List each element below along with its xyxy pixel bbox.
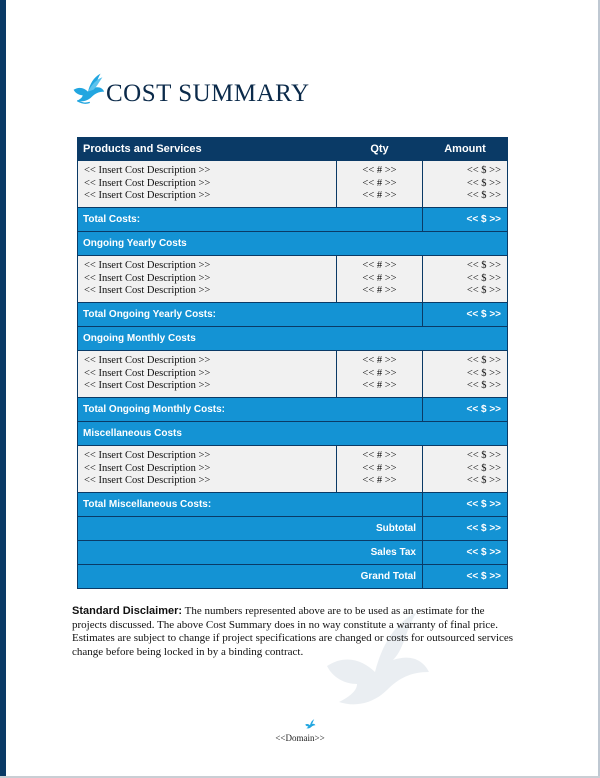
total-miscellaneous-amount: << $ >>	[423, 493, 508, 517]
amount-value: << $ >>	[466, 380, 501, 392]
qty-cell	[337, 161, 423, 208]
total-ongoing-monthly-row	[78, 398, 508, 422]
cost-items-row	[78, 446, 508, 493]
amount-value: << $ >>	[466, 355, 501, 367]
sales-tax-row	[78, 541, 508, 565]
subtotal-amount: << $ >>	[423, 517, 508, 541]
amount-cell	[423, 351, 508, 398]
qty-value: << # >>	[362, 285, 397, 297]
column-header-amount: Amount	[423, 138, 508, 161]
amount-value: << $ >>	[466, 450, 501, 462]
amount-value: << $ >>	[466, 475, 501, 487]
cost-items-row	[78, 351, 508, 398]
qty-value: << # >>	[362, 450, 397, 462]
total-ongoing-monthly-label: Total Ongoing Monthly Costs:	[78, 398, 423, 422]
total-costs-label: Total Costs:	[78, 208, 423, 232]
cost-description: << Insert Cost Description >>	[84, 272, 211, 284]
total-ongoing-yearly-label: Total Ongoing Yearly Costs:	[78, 303, 423, 327]
cost-description: << Insert Cost Description >>	[84, 367, 211, 379]
sales-tax-amount: << $ >>	[423, 541, 508, 565]
total-costs-amount: << $ >>	[423, 208, 508, 232]
disclaimer-body: The numbers represented above are to be used as an estimate for the projects discussed. The above Cost Summary does in no way constitute a warranty of final price. Estimates are subject to change if project specifications are changed or costs for outsourced services change before being locked in by a binding contract.	[72, 605, 514, 658]
cost-description: << Insert Cost Description >>	[84, 177, 211, 189]
amount-value: << $ >>	[466, 165, 501, 177]
qty-value: << # >>	[362, 190, 397, 202]
amount-cell	[423, 161, 508, 208]
page-title: COST SUMMARY	[106, 80, 310, 107]
column-header-qty: Qty	[337, 138, 423, 161]
description-cell	[78, 161, 337, 208]
column-header-products: Products and Services	[78, 138, 337, 161]
ongoing-monthly-heading-row	[78, 327, 508, 351]
ongoing-yearly-heading: Ongoing Yearly Costs	[78, 232, 508, 256]
cost-description: << Insert Cost Description >>	[84, 165, 211, 177]
total-miscellaneous-row	[78, 493, 508, 517]
qty-value: << # >>	[362, 367, 397, 379]
miscellaneous-heading: Miscellaneous Costs	[78, 422, 508, 446]
total-ongoing-yearly-row	[78, 303, 508, 327]
grand-total-row	[78, 565, 508, 589]
cost-description: << Insert Cost Description >>	[84, 190, 211, 202]
description-cell	[78, 351, 337, 398]
qty-value: << # >>	[362, 355, 397, 367]
cost-description: << Insert Cost Description >>	[84, 285, 211, 297]
disclaimer-heading: Standard Disclaimer:	[72, 605, 183, 617]
miscellaneous-heading-row	[78, 422, 508, 446]
cost-description: << Insert Cost Description >>	[84, 355, 211, 367]
total-ongoing-monthly-amount: << $ >>	[423, 398, 508, 422]
amount-cell	[423, 256, 508, 303]
qty-value: << # >>	[362, 260, 397, 272]
qty-value: << # >>	[362, 475, 397, 487]
amount-value: << $ >>	[466, 272, 501, 284]
grand-total-amount: << $ >>	[423, 565, 508, 589]
cost-description: << Insert Cost Description >>	[84, 475, 211, 487]
cost-description: << Insert Cost Description >>	[84, 450, 211, 462]
amount-value: << $ >>	[466, 260, 501, 272]
ongoing-yearly-heading-row	[78, 232, 508, 256]
qty-cell	[337, 351, 423, 398]
amount-value: << $ >>	[466, 177, 501, 189]
qty-value: << # >>	[362, 462, 397, 474]
cost-description: << Insert Cost Description >>	[84, 380, 211, 392]
total-ongoing-yearly-amount: << $ >>	[423, 303, 508, 327]
total-miscellaneous-label: Total Miscellaneous Costs:	[78, 493, 423, 517]
dove-small-icon	[304, 718, 316, 730]
description-cell	[78, 256, 337, 303]
subtotal-label: Subtotal	[78, 517, 423, 541]
cost-description: << Insert Cost Description >>	[84, 260, 211, 272]
qty-value: << # >>	[362, 272, 397, 284]
grand-total-label: Grand Total	[78, 565, 423, 589]
qty-cell	[337, 256, 423, 303]
cost-items-row	[78, 256, 508, 303]
left-accent-bar	[0, 0, 6, 778]
footer-domain: <<Domain>>	[275, 733, 325, 743]
dove-logo-icon	[70, 70, 106, 106]
subtotal-row	[78, 517, 508, 541]
cost-description: << Insert Cost Description >>	[84, 462, 211, 474]
amount-value: << $ >>	[466, 285, 501, 297]
sales-tax-label: Sales Tax	[78, 541, 423, 565]
description-cell	[78, 446, 337, 493]
qty-value: << # >>	[362, 380, 397, 392]
amount-value: << $ >>	[466, 367, 501, 379]
total-costs-row	[78, 208, 508, 232]
ongoing-monthly-heading: Ongoing Monthly Costs	[78, 327, 508, 351]
table-header-row	[78, 138, 508, 161]
qty-value: << # >>	[362, 165, 397, 177]
amount-value: << $ >>	[466, 190, 501, 202]
cost-items-row	[78, 161, 508, 208]
qty-value: << # >>	[362, 177, 397, 189]
standard-disclaimer	[72, 605, 522, 659]
amount-cell	[423, 446, 508, 493]
amount-value: << $ >>	[466, 462, 501, 474]
qty-cell	[337, 446, 423, 493]
cost-summary-table	[77, 137, 508, 589]
